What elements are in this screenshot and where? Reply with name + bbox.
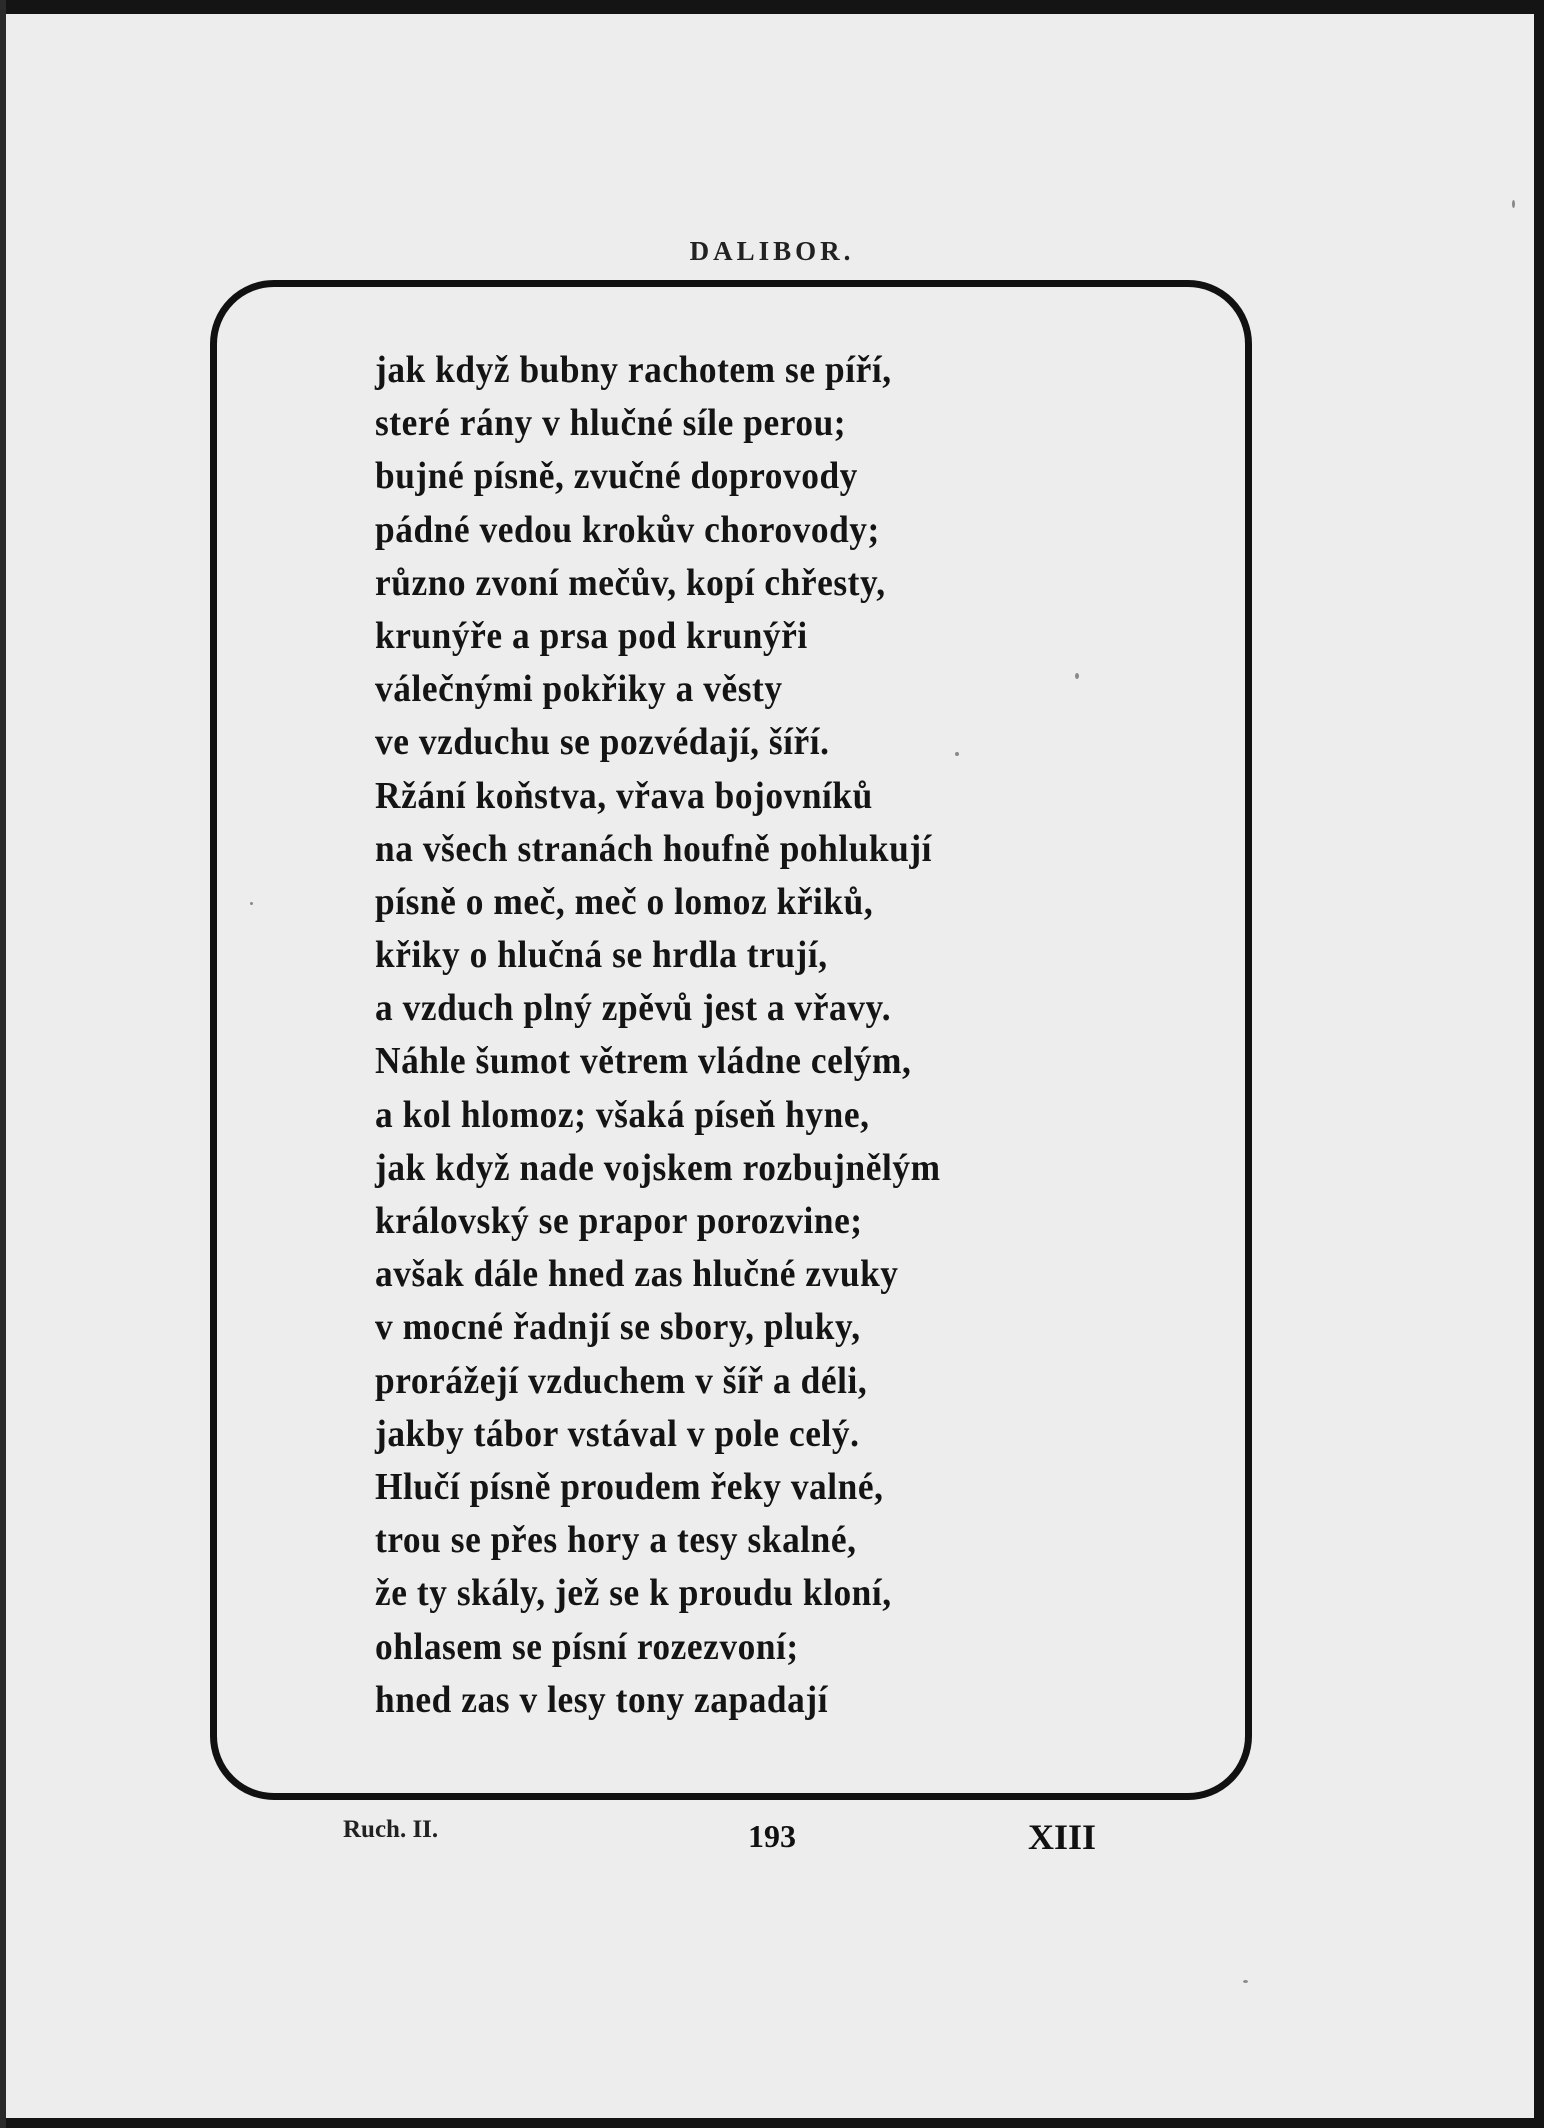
verse-line: že ty skály, jež se k proudu kloní, xyxy=(375,1572,892,1615)
verse-line: Hlučí písně proudem řeky valné, xyxy=(375,1465,884,1508)
verse-line: ve vzduchu se pozvédají, šíří. xyxy=(375,721,830,764)
verse-line: Ržání koňstva, vřava bojovníků xyxy=(375,774,873,817)
scan-border-right xyxy=(1534,0,1544,2128)
verse-line: jak když nade vojskem rozbujnělým xyxy=(375,1146,941,1189)
scan-border-top xyxy=(0,0,1544,14)
verse-line: a vzduch plný zpěvů jest a vřavy. xyxy=(375,987,892,1030)
verse-line: královský se prapor porozvine; xyxy=(375,1200,863,1242)
verse-line: a kol hlomoz; všaká píseň hyne, xyxy=(375,1093,870,1136)
verse-line: steré rány v hlučné síle perou; xyxy=(375,402,847,445)
verse-line: jakby tábor vstával v pole celý. xyxy=(375,1412,860,1455)
running-head: DALIBOR. xyxy=(689,236,855,266)
printer-signature: Ruch. II. xyxy=(343,1816,439,1843)
dust-speck xyxy=(1243,1980,1248,1983)
verse-line: bujné písně, zvučné doprovody xyxy=(375,455,858,498)
verse-line: válečnými pokřiky a věsty xyxy=(375,668,783,711)
verse-block xyxy=(375,344,1175,1727)
verse-line: trou se přes hory a tesy skalné, xyxy=(375,1519,857,1562)
dust-speck xyxy=(1512,200,1515,208)
gathering-mark: XIII xyxy=(1028,1817,1097,1857)
verse-line: Náhle šumot větrem vládne celým, xyxy=(375,1040,912,1083)
verse-line: jak když bubny rachotem se píří, xyxy=(375,349,892,391)
verse-line: avšak dále hned zas hlučné zvuky xyxy=(375,1253,899,1296)
verse-line: ohlasem se písní rozezvoní; xyxy=(375,1625,799,1668)
verse-line: pádné vedou krokův chorovody; xyxy=(375,508,880,551)
scan-border-bottom xyxy=(0,2118,1544,2128)
verse-line: hned zas v lesy tony zapadají xyxy=(375,1678,829,1721)
verse-line: prorážejí vzduchem v šíř a déli, xyxy=(375,1359,868,1402)
verse-line: krunýře a prsa pod krunýři xyxy=(375,614,808,657)
verse-line: křiky o hlučná se hrdla trují, xyxy=(375,934,828,977)
verse-line: různo zvoní mečův, kopí chřesty, xyxy=(375,561,886,604)
verse-line: na všech stranách houfně pohlukují xyxy=(375,827,933,870)
verse-line: v mocné řadnjí se sbory, pluky, xyxy=(375,1306,861,1349)
page-number: 193 xyxy=(748,1818,796,1854)
scan-border-left xyxy=(0,0,6,2128)
verse-line: písně o meč, meč o lomoz křiků, xyxy=(375,880,874,923)
